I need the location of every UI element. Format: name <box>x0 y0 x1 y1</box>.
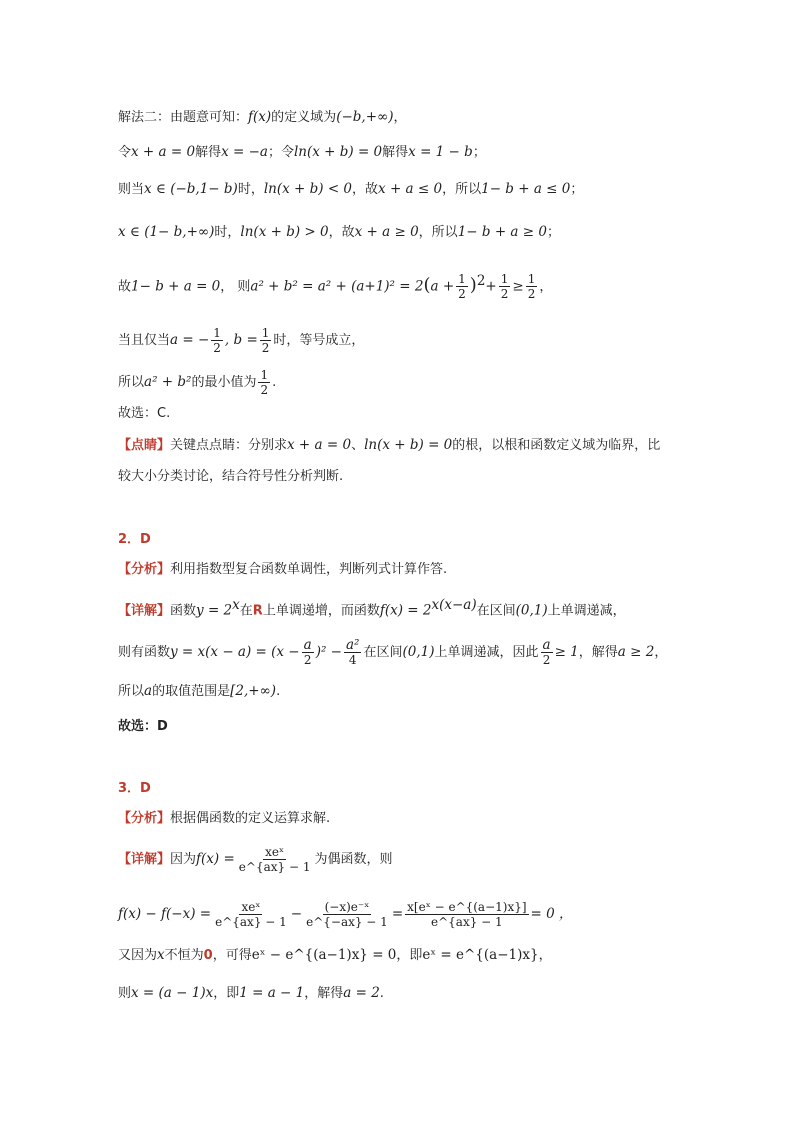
fraction-num: 1 <box>458 272 466 287</box>
text: 的取值范围是 <box>152 684 231 699</box>
text: ，故 <box>328 225 355 240</box>
fraction-num: 1 <box>261 326 270 340</box>
fraction-num: 1 <box>527 272 536 287</box>
tip-line-1 <box>118 434 660 457</box>
text: ，即 <box>396 948 423 963</box>
fraction-num: a² <box>345 637 360 653</box>
min-value-line <box>118 368 276 397</box>
text: 又因为 <box>118 948 158 963</box>
math-expr: eˣ − e^{(a−1)x} = 0 <box>251 947 397 963</box>
math-expr: (0,1) <box>515 602 548 619</box>
math-expr: x = (a − 1)x <box>131 985 214 1001</box>
q3-detail-line-2 <box>118 944 552 967</box>
min-derivation-line: 故1− b + a = 0， 则a² + b² = a² + (a+1)² = 2(a + $\frac{1}{2}$ )$^2$+ $\frac{1}{2}$ ≥ $\frac{1}{2}$ ， <box>118 272 553 302</box>
tip-tag: 【点睛】 <box>118 438 171 453</box>
fraction <box>405 900 528 929</box>
math-expr: x <box>157 947 165 963</box>
text: ，解得 <box>304 986 344 1001</box>
text: 不恒为 <box>164 948 204 963</box>
fraction <box>344 638 361 667</box>
math-expr: a + <box>430 278 455 295</box>
text: ， <box>654 645 668 660</box>
fraction-num: 1 <box>500 272 509 287</box>
fraction <box>456 272 468 301</box>
fraction <box>258 368 270 397</box>
analysis-tag: 【分析】 <box>118 562 171 577</box>
answer-text: 故选：D <box>118 719 168 734</box>
q3-detail-line-1 <box>118 845 392 874</box>
q3-equation-line <box>118 900 573 929</box>
math-expr: a ≥ 2 <box>617 644 655 660</box>
fraction-den: e^{ax} − 1 <box>238 860 311 874</box>
q2-detail-line-2 <box>118 638 667 667</box>
roots-line <box>118 141 486 164</box>
text: ； <box>570 182 584 197</box>
math-expr: x ∈ (−b,1− b) <box>144 181 238 197</box>
fraction-den: e^{ax} − 1 <box>431 915 503 929</box>
fraction-den: 2 <box>260 383 269 397</box>
math-expr: [2,+∞) <box>230 683 277 699</box>
math-expr: 1− b + a ≤ 0 <box>481 181 571 197</box>
fraction-den: 4 <box>348 653 357 667</box>
text: 关键点点睛：分别求 <box>170 438 288 453</box>
text: 故 <box>118 279 132 295</box>
text: ； <box>472 145 486 160</box>
fraction <box>211 326 223 355</box>
fraction-num: x[eˣ − e^{(a−1)x}] <box>407 900 527 914</box>
math-expr: ≥ <box>512 278 524 295</box>
math-expr: 1− b + a = 0 <box>131 278 221 295</box>
method-label: 解法二：由题意可知： <box>118 110 249 125</box>
math-expr: x + a ≤ 0 <box>378 181 443 197</box>
math-expr: + <box>485 278 497 295</box>
q2-range-line <box>118 680 280 703</box>
text: 令 <box>118 145 132 160</box>
math-expr: ≥ 1 <box>554 644 579 660</box>
question-3-heading <box>118 778 151 800</box>
math-expr: f(x) − f(−x) = <box>118 906 212 922</box>
math-expr: a = − <box>170 332 210 348</box>
math-expr: f(x) = <box>196 851 235 867</box>
q3-detail-line-3 <box>118 982 384 1005</box>
detail-tag: 【详解】 <box>118 603 171 619</box>
text: ，即 <box>213 986 240 1001</box>
text: 时， <box>237 182 264 197</box>
analysis-tag: 【分析】 <box>118 811 171 826</box>
text: ， 则 <box>220 279 251 295</box>
fraction-den: 2 <box>458 287 466 302</box>
fraction-num: a <box>303 637 312 653</box>
fraction-den: e^{−ax} − 1 <box>306 915 388 929</box>
method2-line <box>118 106 407 129</box>
text: 所以 <box>118 684 145 699</box>
text: 的最小值为 <box>191 375 257 390</box>
fraction-num: (−x)e⁻ˣ <box>324 900 370 914</box>
text: 利用指数型复合函数单调性，判断列式计算作答. <box>170 562 448 577</box>
math-expr: f(x) = 2 <box>379 602 432 619</box>
math-expr: f(x) <box>248 109 272 125</box>
question-number: 2．D <box>118 532 151 547</box>
math-expr: (−b,+∞) <box>336 109 394 125</box>
math-expr: y = 2 <box>196 602 233 619</box>
paren: ) <box>469 274 477 296</box>
math-expr: a² + b² = a² + (a+1)² = 2 <box>250 278 424 295</box>
text: 函数 <box>170 603 197 619</box>
text: 则有函数 <box>118 645 171 660</box>
text: 因为 <box>170 852 197 867</box>
math-expr: a² + b² <box>144 374 192 390</box>
text: 所以 <box>118 375 145 390</box>
text: 上单调递增，而函数 <box>262 603 380 619</box>
math-expr: a <box>144 683 153 699</box>
math-expr: ln(x + b) > 0 <box>240 224 329 240</box>
math-expr: x = −a <box>221 144 268 160</box>
text: . <box>379 986 384 1001</box>
math-expr: (0,1) <box>402 644 435 660</box>
text: 上单调递减，因此 <box>434 645 539 660</box>
text: 的根，以根和函数定义域为临界，比 <box>452 438 661 453</box>
fraction <box>213 900 289 929</box>
text: 在区间 <box>476 603 516 619</box>
text: ，可得 <box>212 948 252 963</box>
fraction-num: a <box>542 637 551 653</box>
text: 解得 <box>195 145 222 160</box>
math-expr: x ∈ (1− b,+∞) <box>118 224 215 240</box>
text: 解得 <box>382 145 409 160</box>
case1-line <box>118 178 583 201</box>
question-2-heading <box>118 529 151 551</box>
fraction-num: xeˣ <box>241 900 261 914</box>
fraction <box>526 272 538 301</box>
q2-analysis-line <box>118 559 447 581</box>
text: . <box>276 684 281 699</box>
text: 上单调递减， <box>547 603 626 619</box>
text: 根据偶函数的定义运算求解. <box>170 811 331 826</box>
case2-line <box>118 221 560 244</box>
text: 时，等号成立， <box>273 333 365 348</box>
math-expr: )² − <box>315 644 342 660</box>
tip-line-2 <box>118 466 343 488</box>
text: 在区间 <box>363 645 403 660</box>
fraction-den: 2 <box>213 341 221 355</box>
math-sup: x(x−a) <box>431 597 477 613</box>
text: 则 <box>118 986 132 1001</box>
answer-text: 故选：C. <box>118 406 171 421</box>
text: ，解得 <box>578 645 618 660</box>
math-expr: eˣ = e^{(a−1)x} <box>422 947 539 963</box>
text: 较大小分类讨论，结合符号性分析判断. <box>118 469 344 484</box>
text: ；令 <box>267 145 294 160</box>
math-expr: = <box>391 906 404 922</box>
text: 时， <box>214 225 241 240</box>
text: ，所以 <box>418 225 458 240</box>
math-expr: ln(x + b) < 0 <box>263 181 353 197</box>
zero-value: 0 <box>203 948 213 963</box>
text: 、 <box>351 438 365 453</box>
fraction-den: 2 <box>500 287 509 302</box>
math-expr: − <box>290 906 303 922</box>
fraction-den: e^{ax} − 1 <box>215 915 287 929</box>
math-expr: x = 1 − b <box>408 144 473 160</box>
fraction <box>260 326 272 355</box>
fraction <box>499 272 511 301</box>
fraction <box>302 638 314 667</box>
fraction-den: 2 <box>261 341 270 355</box>
text: . <box>272 375 277 390</box>
equality-line <box>118 326 364 355</box>
paren: ( <box>423 274 431 296</box>
fraction-den: 2 <box>542 653 551 667</box>
fraction-num: 1 <box>260 368 269 382</box>
math-expr: x + a = 0 <box>287 437 352 453</box>
math-expr: , b = <box>224 332 258 348</box>
fraction-den: 2 <box>303 653 312 667</box>
fraction-den: 2 <box>527 287 536 302</box>
text: 的定义域为 <box>271 110 337 125</box>
text: ； <box>546 225 560 240</box>
math-expr: x + a = 0 <box>131 144 196 160</box>
math-expr: a = 2 <box>343 985 380 1001</box>
text: 当且仅当 <box>118 333 171 348</box>
q3-analysis-line <box>118 808 330 830</box>
text: ， <box>393 110 407 125</box>
math-expr: ln(x + b) = 0 <box>364 437 453 453</box>
fraction <box>237 845 313 874</box>
text: ， <box>539 279 553 295</box>
text: ，所以 <box>442 182 482 197</box>
math-expr: 1− b + a ≥ 0 <box>457 224 547 240</box>
fraction-num: 1 <box>213 326 221 340</box>
fraction-num: xeˣ <box>265 845 285 859</box>
real-set: R <box>252 603 263 619</box>
math-expr: = 0 ， <box>530 906 573 922</box>
text: ， <box>538 948 552 963</box>
text: 则当 <box>118 182 145 197</box>
answer-line <box>118 403 170 425</box>
math-expr: 1 = a − 1 <box>239 985 305 1001</box>
math-expr: y = x(x − a) = (x − <box>170 644 300 660</box>
text: ，故 <box>352 182 379 197</box>
q2-answer-line <box>118 716 168 738</box>
text: 在 <box>239 603 253 619</box>
math-expr: ln(x + b) = 0 <box>293 144 383 160</box>
fraction <box>304 900 390 929</box>
math-sup: x <box>232 597 240 613</box>
text: 为偶函数，则 <box>314 852 393 867</box>
detail-tag: 【详解】 <box>118 852 171 867</box>
q2-detail-line-1 <box>118 594 626 622</box>
math-expr: x + a ≥ 0 <box>354 224 419 240</box>
question-number: 3．D <box>118 781 151 796</box>
fraction <box>541 638 553 667</box>
